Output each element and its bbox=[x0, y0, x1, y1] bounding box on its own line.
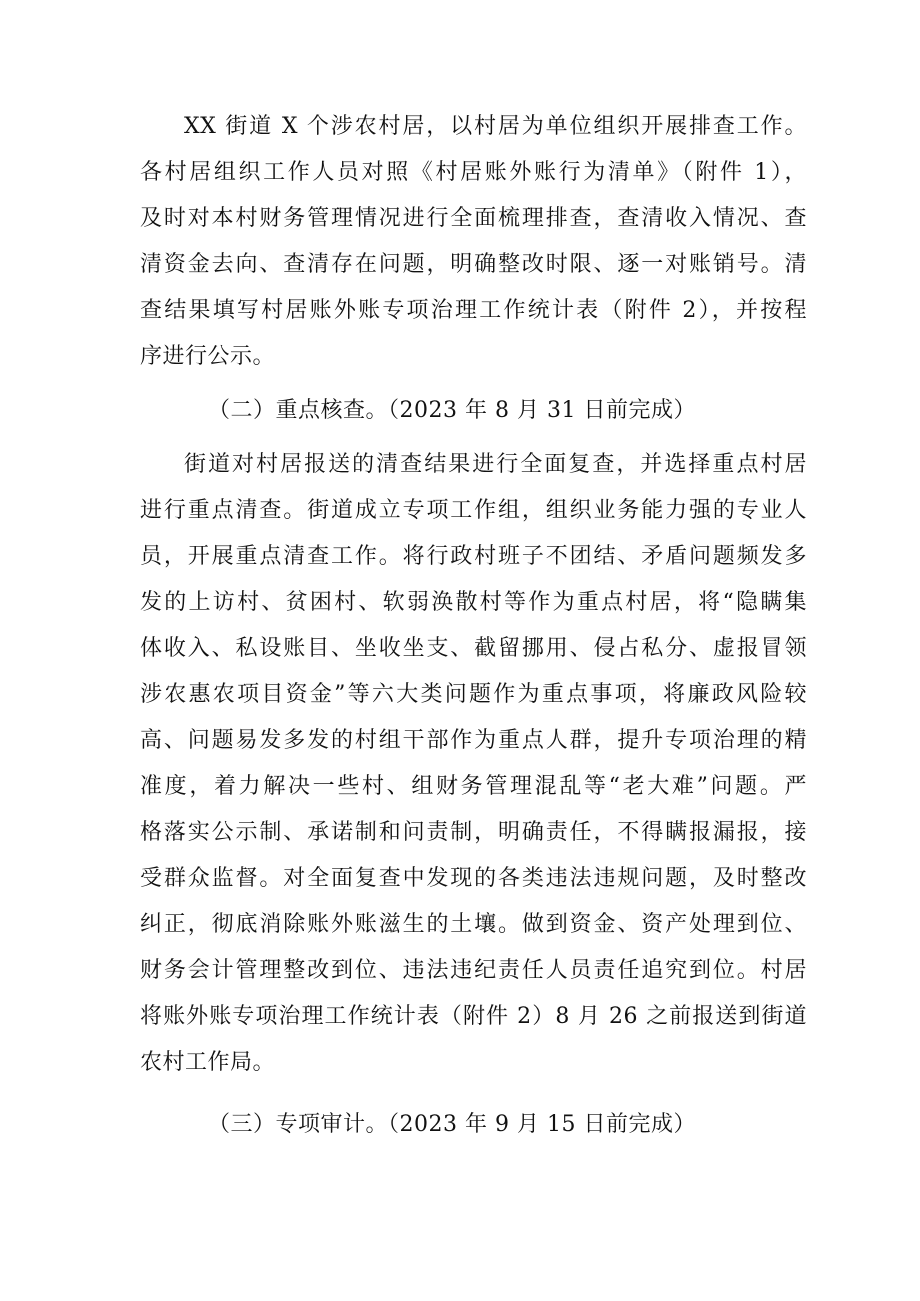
paragraph-line: 涉农惠农项目资金”等六大类问题作为重点事项，将廉政风险较 bbox=[140, 682, 807, 707]
paragraph-line: 纠正，彻底消除账外账滋生的土壤。做到资金、资产处理到位、 bbox=[140, 912, 807, 937]
section-heading-2: （二）重点核查。（2023 年 8 月 31 日前完成） bbox=[208, 398, 696, 423]
paragraph-line: 受群众监督。对全面复查中发现的各类违法违规问题，及时整改 bbox=[140, 866, 807, 891]
paragraph-line: 进行重点清查。街道成立专项工作组，组织业务能力强的专业人 bbox=[140, 498, 807, 523]
paragraph-line: 高、问题易发多发的村组干部作为重点人群，提升专项治理的精 bbox=[140, 728, 807, 753]
paragraph-line: 序进行公示。 bbox=[140, 344, 276, 369]
paragraph-line: 清资金去向、查清存在问题，明确整改时限、逐一对账销号。清 bbox=[140, 252, 807, 277]
paragraph-line: 及时对本村财务管理情况进行全面梳理排查，查清收入情况、查 bbox=[140, 206, 807, 231]
paragraph-line: 街道对村居报送的清查结果进行全面复查，并选择重点村居 bbox=[184, 452, 807, 477]
paragraph-2 bbox=[140, 442, 807, 1086]
paragraph-line: 财务会计管理整改到位、违法违纪责任人员责任追究到位。村居 bbox=[140, 958, 807, 983]
paragraph-line: 准度，着力解决一些村、组财务管理混乱等“老大难”问题。严 bbox=[140, 774, 807, 799]
paragraph-1 bbox=[140, 104, 807, 380]
paragraph-line: 格落实公示制、承诺制和问责制，明确责任，不得瞒报漏报，接 bbox=[140, 820, 807, 845]
paragraph-line: XX 街道 X 个涉农村居，以村居为单位组织开展排查工作。 bbox=[184, 114, 807, 139]
paragraph-line: 将账外账专项治理工作统计表（附件 2）8 月 26 之前报送到街道 bbox=[140, 1004, 807, 1029]
paragraph-line: 员，开展重点清查工作。将行政村班子不团结、矛盾问题频发多 bbox=[140, 544, 807, 569]
paragraph-line: 查结果填写村居账外账专项治理工作统计表（附件 2），并按程 bbox=[140, 298, 807, 323]
paragraph-line: 各村居组织工作人员对照《村居账外账行为清单》（附件 1）， bbox=[140, 160, 807, 185]
section-heading-3: （三）专项审计。（2023 年 9 月 15 日前完成） bbox=[208, 1112, 696, 1137]
paragraph-line: 农村工作局。 bbox=[140, 1050, 276, 1075]
paragraph-line: 体收入、私设账目、坐收坐支、截留挪用、侵占私分、虚报冒领 bbox=[140, 636, 807, 661]
paragraph-line: 发的上访村、贫困村、软弱涣散村等作为重点村居，将“隐瞒集 bbox=[140, 590, 807, 615]
